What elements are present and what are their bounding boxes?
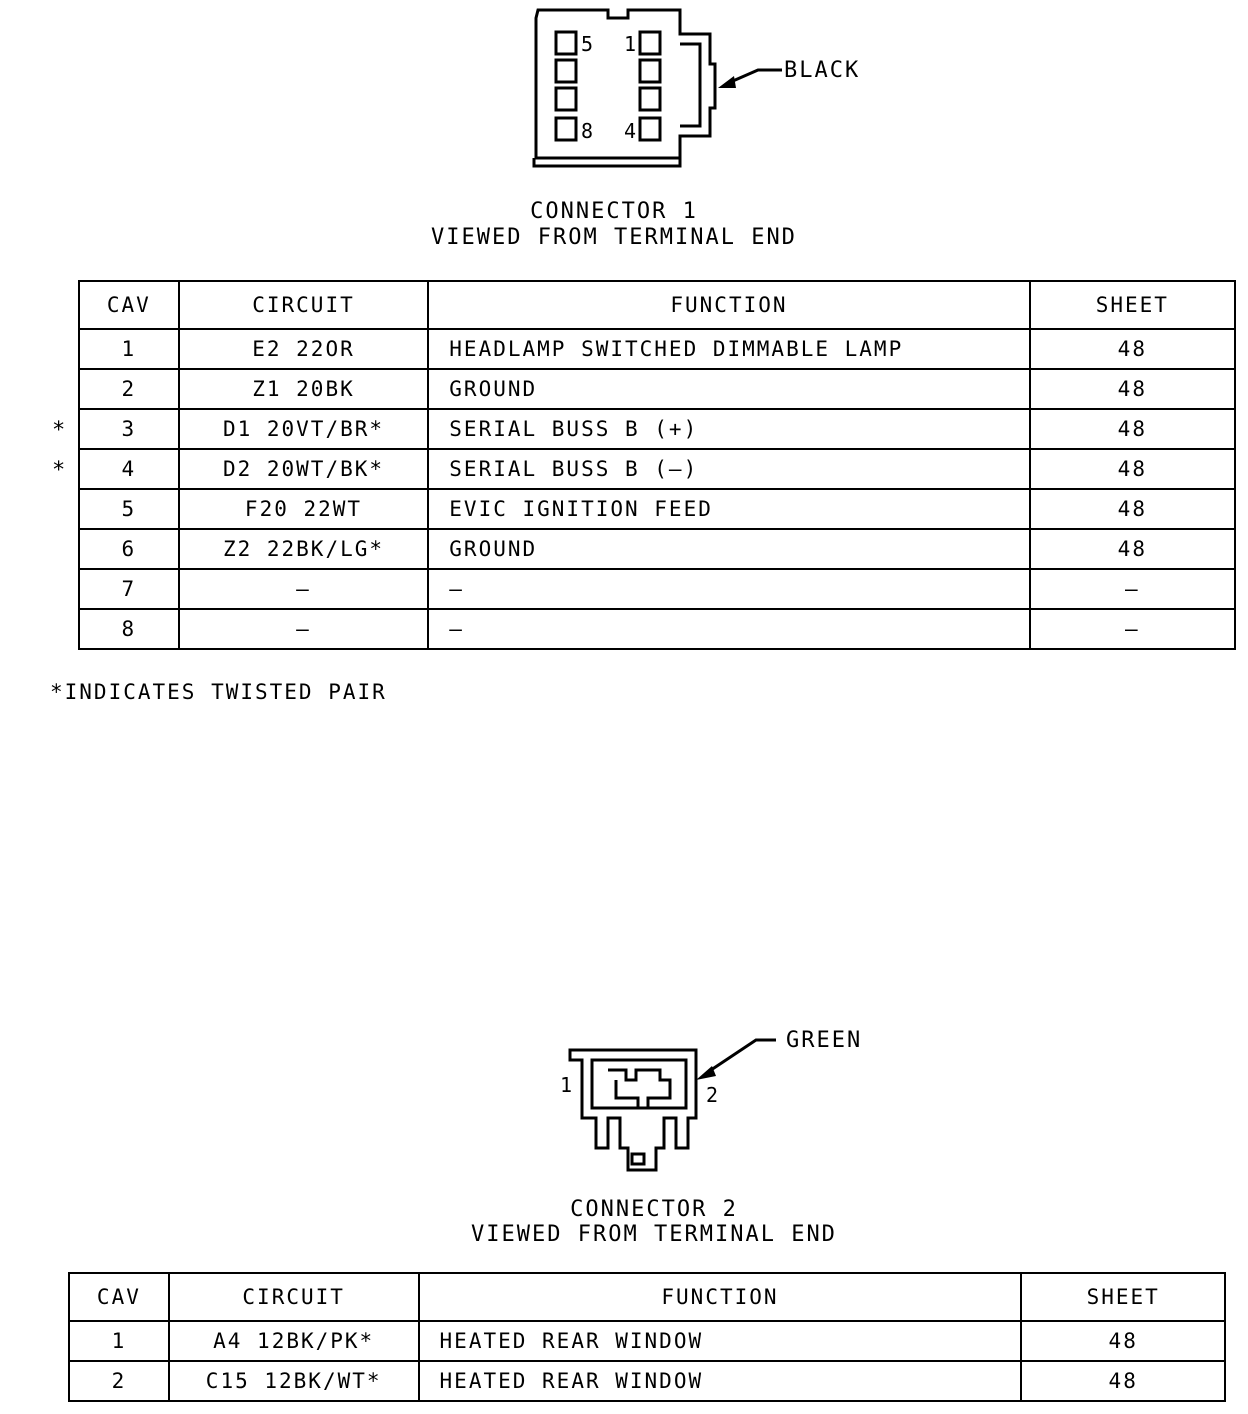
cell-cav: 7 <box>79 569 179 609</box>
table-row <box>79 569 1235 609</box>
cell-function: — <box>428 609 1029 649</box>
cell-sheet: 48 <box>1030 329 1235 369</box>
table-header-row <box>79 281 1235 329</box>
table-row <box>79 329 1235 369</box>
table-row <box>79 529 1235 569</box>
twisted-pair-marker: * <box>52 458 66 483</box>
cell-cav: 2 <box>69 1361 169 1401</box>
cell-sheet: 48 <box>1030 369 1235 409</box>
cell-sheet: 48 <box>1030 529 1235 569</box>
cell-function: SERIAL BUSS B (+) <box>428 409 1029 449</box>
c2-pin-1-label: 1 <box>560 1073 573 1097</box>
cell-function: SERIAL BUSS B (—) <box>428 449 1029 489</box>
cell-sheet: 48 <box>1021 1321 1225 1361</box>
cell-function: EVIC IGNITION FEED <box>428 489 1029 529</box>
table-row <box>79 369 1235 409</box>
cell-function: HEADLAMP SWITCHED DIMMABLE LAMP <box>428 329 1029 369</box>
cell-cav: 3 <box>79 409 179 449</box>
connector-2-table <box>68 1272 1226 1402</box>
cell-sheet: 48 <box>1030 409 1235 449</box>
c2-pin-2-label: 2 <box>706 1083 719 1107</box>
table-row <box>69 1361 1225 1401</box>
c1-pin-1-label: 1 <box>624 32 637 56</box>
cell-circuit: F20 22WT <box>179 489 429 529</box>
cell-function: GROUND <box>428 529 1029 569</box>
cell-function: — <box>428 569 1029 609</box>
table-header-row <box>69 1273 1225 1321</box>
header-sheet: SHEET <box>1030 281 1235 329</box>
cell-circuit: C15 12BK/WT* <box>169 1361 419 1401</box>
cell-circuit: — <box>179 609 429 649</box>
header-circuit: CIRCUIT <box>169 1273 419 1321</box>
cell-circuit: D1 20VT/BR* <box>179 409 429 449</box>
cell-cav: 8 <box>79 609 179 649</box>
connector-2-subtitle: VIEWED FROM TERMINAL END <box>471 1222 837 1247</box>
cell-cav: 1 <box>79 329 179 369</box>
connector-1-color-label: BLACK <box>784 58 861 83</box>
cell-cav: 4 <box>79 449 179 489</box>
c1-pin-4-label: 4 <box>624 119 637 143</box>
cell-cav: 1 <box>69 1321 169 1361</box>
cell-circuit: D2 20WT/BK* <box>179 449 429 489</box>
header-function: FUNCTION <box>419 1273 1022 1321</box>
cell-circuit: Z2 22BK/LG* <box>179 529 429 569</box>
cell-circuit: — <box>179 569 429 609</box>
connector-2-diagram <box>556 1030 776 1175</box>
c1-pin-5-label: 5 <box>581 32 594 56</box>
connector-2-title: CONNECTOR 2 <box>570 1197 738 1222</box>
cell-cav: 6 <box>79 529 179 569</box>
cell-function: HEATED REAR WINDOW <box>419 1321 1022 1361</box>
connector-2-color-label: GREEN <box>786 1028 863 1053</box>
c1-pin-8-label: 8 <box>581 119 594 143</box>
cell-function: GROUND <box>428 369 1029 409</box>
table-row <box>79 609 1235 649</box>
cell-cav: 5 <box>79 489 179 529</box>
cell-sheet: — <box>1030 609 1235 649</box>
twisted-pair-note: *INDICATES TWISTED PAIR <box>50 680 387 704</box>
cell-function: HEATED REAR WINDOW <box>419 1361 1022 1401</box>
cell-sheet: 48 <box>1030 489 1235 529</box>
connector-1-diagram <box>520 0 880 175</box>
cell-cav: 2 <box>79 369 179 409</box>
connector-1-title: CONNECTOR 1 <box>530 199 698 224</box>
cell-sheet: — <box>1030 569 1235 609</box>
cell-sheet: 48 <box>1021 1361 1225 1401</box>
table-row <box>79 489 1235 529</box>
cell-circuit: Z1 20BK <box>179 369 429 409</box>
table-row <box>79 409 1235 449</box>
header-sheet: SHEET <box>1021 1273 1225 1321</box>
cell-circuit: A4 12BK/PK* <box>169 1321 419 1361</box>
connector-1-table <box>78 280 1236 650</box>
header-function: FUNCTION <box>428 281 1029 329</box>
header-cav: CAV <box>69 1273 169 1321</box>
cell-sheet: 48 <box>1030 449 1235 489</box>
connector-1-subtitle: VIEWED FROM TERMINAL END <box>431 225 797 250</box>
header-cav: CAV <box>79 281 179 329</box>
table-row <box>79 449 1235 489</box>
cell-circuit: E2 22OR <box>179 329 429 369</box>
twisted-pair-marker: * <box>52 418 66 443</box>
table-row <box>69 1321 1225 1361</box>
header-circuit: CIRCUIT <box>179 281 429 329</box>
